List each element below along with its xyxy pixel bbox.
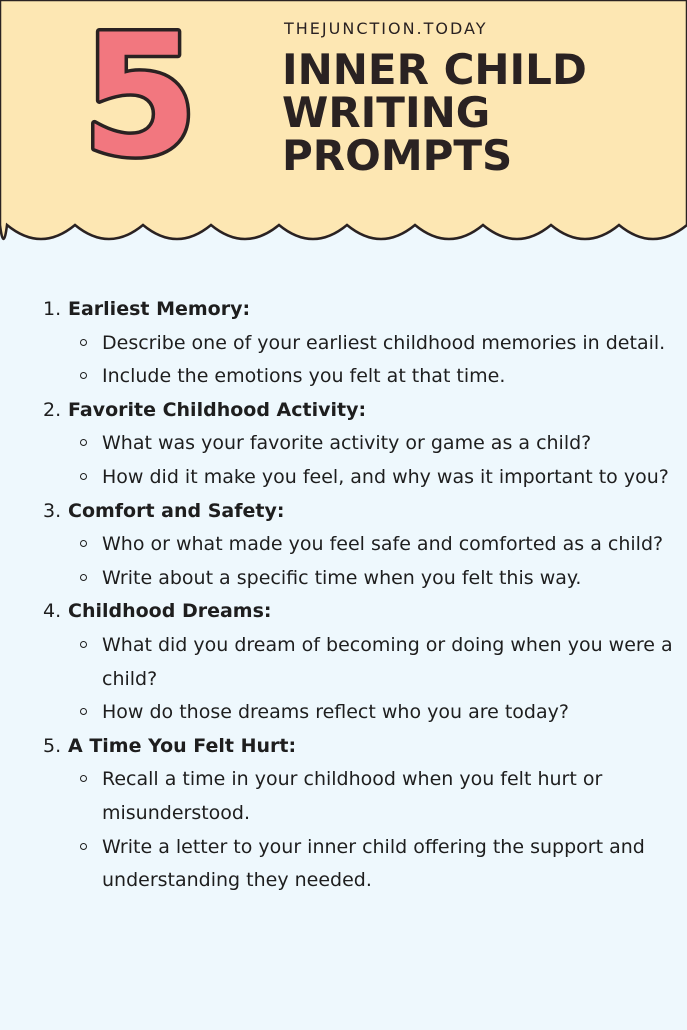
item-title: Comfort and Safety: <box>68 499 285 522</box>
sub-point-text: What did you dream of becoming or doing when you were a child? <box>102 633 673 690</box>
circle-bullet-icon <box>80 775 87 782</box>
sub-point-text: Write a letter to your inner child offering the support and understanding they needed. <box>102 835 645 892</box>
sub-point-text: How do those dreams reflect who you are today? <box>102 701 569 724</box>
page-title <box>282 45 682 180</box>
item-title: Childhood Dreams: <box>68 600 272 623</box>
sub-point <box>40 763 680 830</box>
sub-point-text: Describe one of your earliest childhood memories in detail. <box>102 331 666 354</box>
list-item <box>40 293 680 394</box>
sub-point <box>40 831 680 898</box>
circle-bullet-icon <box>80 540 87 547</box>
circle-bullet-icon <box>80 574 87 581</box>
big-number: 5 <box>81 18 199 178</box>
number-five-graphic <box>70 18 210 178</box>
item-title: Earliest Memory: <box>68 298 251 320</box>
circle-bullet-icon <box>80 473 87 480</box>
item-heading <box>40 730 680 764</box>
item-number: 5. <box>43 734 62 757</box>
item-number: 1. <box>43 298 62 320</box>
title-line: WRITING <box>282 88 491 137</box>
sub-point-text: Include the emotions you felt at that time. <box>102 365 506 388</box>
sub-point <box>40 562 680 596</box>
site-name: THEJUNCTION.TODAY <box>284 19 488 38</box>
sub-point-text: Recall a time in your childhood when you felt hurt or misunderstood. <box>102 768 603 824</box>
sub-point-text: What was your favorite activity or game as a child? <box>102 432 592 455</box>
circle-bullet-icon <box>80 708 87 715</box>
sub-point <box>40 360 680 394</box>
circle-bullet-icon <box>80 372 87 379</box>
sub-point-text: Write about a specific time when you felt this way. <box>102 566 582 589</box>
list-item <box>40 730 680 898</box>
sub-point <box>40 528 680 562</box>
circle-bullet-icon <box>80 641 87 648</box>
item-heading <box>40 495 680 529</box>
list-item <box>40 394 680 495</box>
sub-point <box>40 327 680 361</box>
header-banner <box>0 0 687 250</box>
item-number: 4. <box>43 600 62 623</box>
item-number: 2. <box>43 398 62 421</box>
list-item <box>40 495 680 596</box>
item-title: A Time You Felt Hurt: <box>68 734 297 757</box>
title-line: INNER CHILD <box>282 45 587 94</box>
circle-bullet-icon <box>80 339 87 346</box>
item-heading <box>40 394 680 428</box>
item-heading <box>40 293 680 327</box>
item-number: 3. <box>43 499 62 522</box>
sub-point-text: Who or what made you feel safe and comforted as a child? <box>102 533 664 556</box>
sub-point-text: How did it make you feel, and why was it important to you? <box>102 465 669 488</box>
sub-point <box>40 629 680 696</box>
list-item <box>40 595 680 729</box>
sub-point <box>40 696 680 730</box>
item-heading <box>40 595 680 629</box>
item-title: Favorite Childhood Activity: <box>68 398 367 421</box>
sub-point <box>40 427 680 461</box>
prompt-list <box>40 293 680 898</box>
circle-bullet-icon <box>80 439 87 446</box>
sub-point <box>40 461 680 495</box>
title-line: PROMPTS <box>282 131 513 180</box>
circle-bullet-icon <box>80 843 87 850</box>
